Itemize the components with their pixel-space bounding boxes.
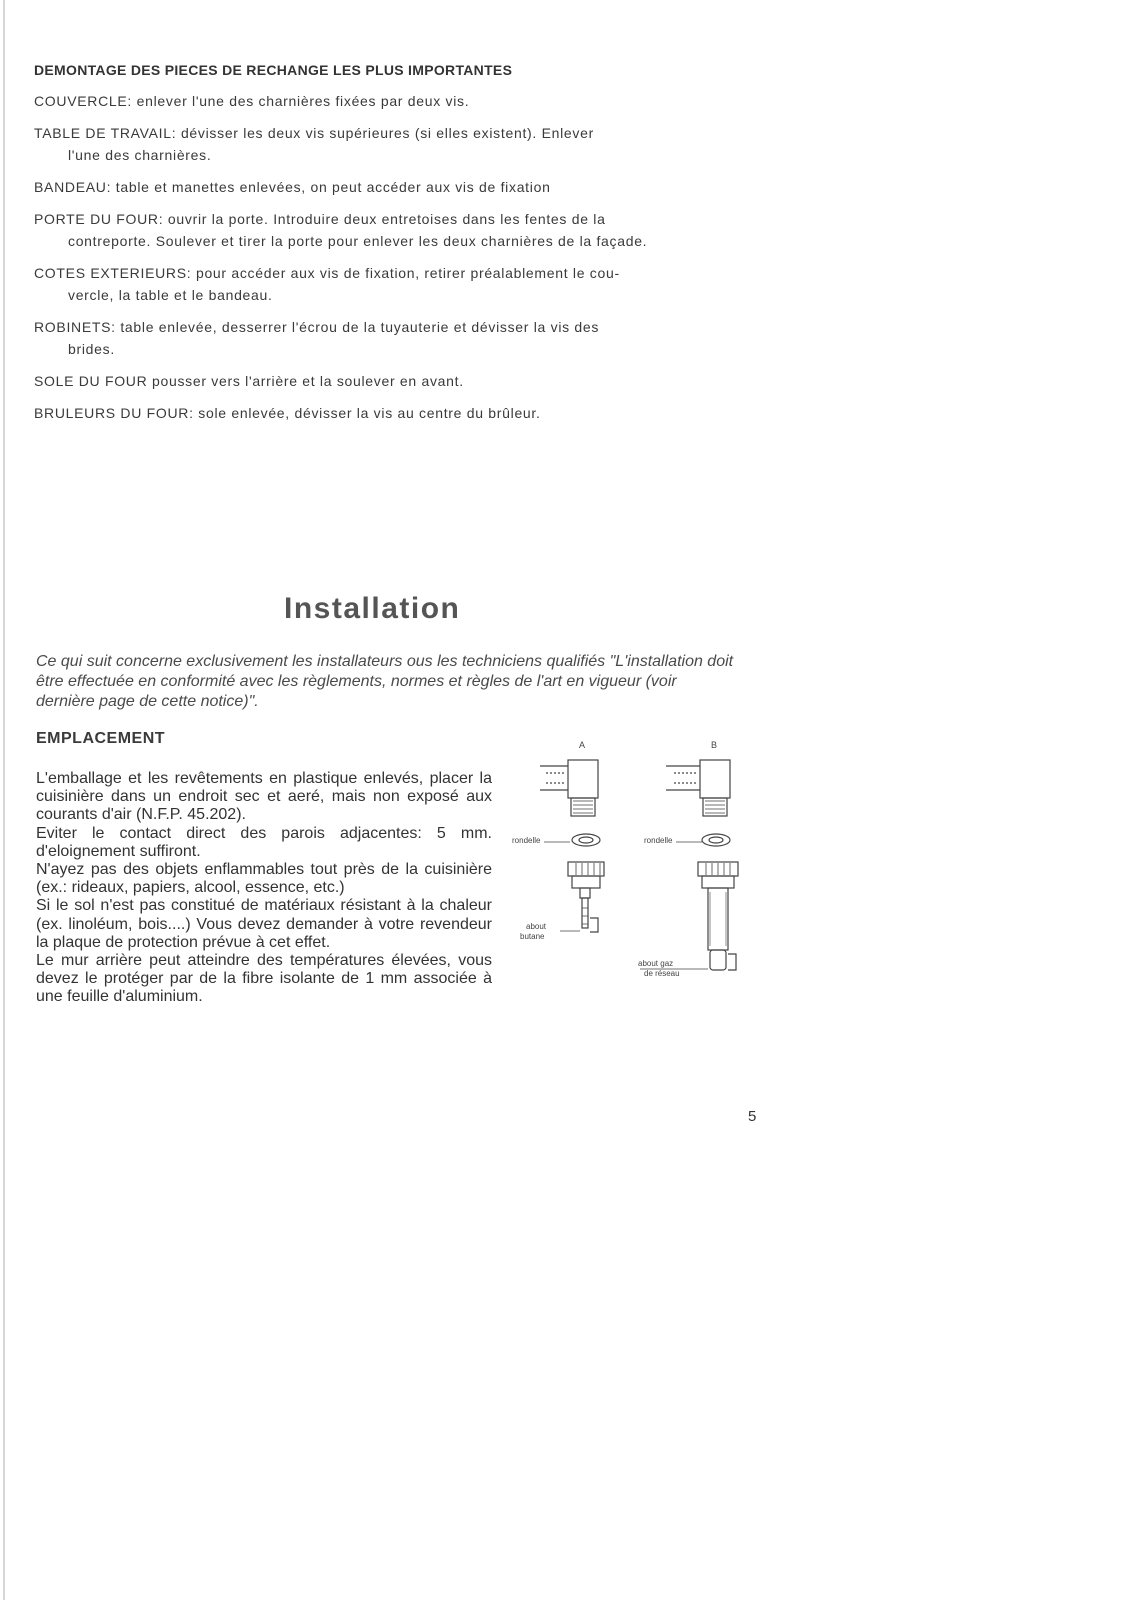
label-a: A [578, 740, 586, 750]
about-butane-label: about [526, 922, 547, 931]
de-reseau-label: de réseau [644, 969, 680, 978]
emplacement-title: EMPLACEMENT [36, 730, 166, 747]
item-text: COTES EXTERIEURS: pour accéder aux vis de fixation, retirer préalablement le cou- [34, 265, 620, 281]
parts-section [34, 62, 754, 434]
emplacement-paragraph: L'emballage et les revêtements en plastique enlevés, placer la cuisinière dans un endroit sec et aeré, mais non exposé aux courants d'air (N.F.P. 45.202). [36, 770, 492, 824]
parts-item-porte-du-four [34, 208, 754, 252]
item-text: PORTE DU FOUR: ouvrir la porte. Introduire deux entretoises dans les fentes de la [34, 211, 606, 227]
emplacement-paragraph: Le mur arrière peut atteindre des températures élevées, vous devez le protéger par de la fibre isolante de 1 mm associée à une feuille d'aluminium. [36, 952, 492, 1006]
item-text: TABLE DE TRAVAIL: dévisser les deux vis supérieures (si elles existent). Enlever [34, 125, 594, 141]
gas-fittings-diagram [512, 740, 768, 998]
item-continuation: vercle, la table et le bandeau. [68, 287, 273, 303]
emplacement-paragraph: Eviter le contact direct des parois adjacentes: 5 mm. d'eloignement suffiront. [36, 824, 492, 860]
parts-item-bruleurs-du-four [34, 402, 754, 424]
item-continuation: contreporte. Soulever et tirer la porte pour enlever les deux charnières de la façade. [68, 233, 648, 249]
parts-title: DEMONTAGE DES PIECES DE RECHANGE LES PLUS IMPORTANTES [34, 62, 513, 78]
item-text: BANDEAU: table et manettes enlevées, on peut accéder aux vis de fixation [34, 179, 551, 195]
parts-item-bandeau [34, 176, 754, 198]
installation-intro: Ce qui suit concerne exclusivement les installateurs ous les techniciens qualifiés "L'installation doit être effectuée en conformité avec les règlements, normes et règles de l'art en vigueur (voir dernière page de cette notice)". [36, 653, 734, 710]
parts-item-table-de-travail [34, 122, 754, 166]
emplacement-paragraph: N'ayez pas des objets enflammables tout près de la cuisinière (ex.: rideaux, papiers, alcool, essence, etc.) [36, 861, 492, 897]
parts-item-robinets [34, 316, 754, 360]
gas-fittings-illustration [512, 740, 768, 998]
parts-item-sole-du-four [34, 370, 754, 392]
parts-item-couvercle [34, 90, 754, 112]
item-continuation: brides. [68, 341, 115, 357]
label-b: B [710, 740, 718, 750]
rondelle-label-b: rondelle [644, 836, 673, 845]
page-left-edge [3, 0, 5, 1600]
emplacement-text [36, 770, 492, 1007]
page-number: 5 [748, 1108, 757, 1125]
item-text: BRULEURS DU FOUR: sole enlevée, dévisser la vis au centre du brûleur. [34, 405, 541, 421]
installation-title: Installation [284, 592, 461, 625]
about-gaz-label: about gaz [638, 959, 674, 968]
item-continuation: l'une des charnières. [68, 147, 212, 163]
emplacement-paragraph: Si le sol n'est pas constitué de matériaux résistant à la chaleur (ex. linoléum, bois....) Vous devez demander à votre revendeur la plaque de protection prévue à cet effet. [36, 897, 492, 951]
rondelle-label-a: rondelle [512, 836, 541, 845]
item-text: ROBINETS: table enlevée, desserrer l'écrou de la tuyauterie et dévisser la vis des [34, 319, 600, 335]
item-text: SOLE DU FOUR pousser vers l'arrière et la soulever en avant. [34, 373, 464, 389]
butane-label: butane [520, 932, 545, 941]
item-text: COUVERCLE: enlever l'une des charnières fixées par deux vis. [34, 93, 470, 109]
parts-item-cotes-exterieurs [34, 262, 754, 306]
